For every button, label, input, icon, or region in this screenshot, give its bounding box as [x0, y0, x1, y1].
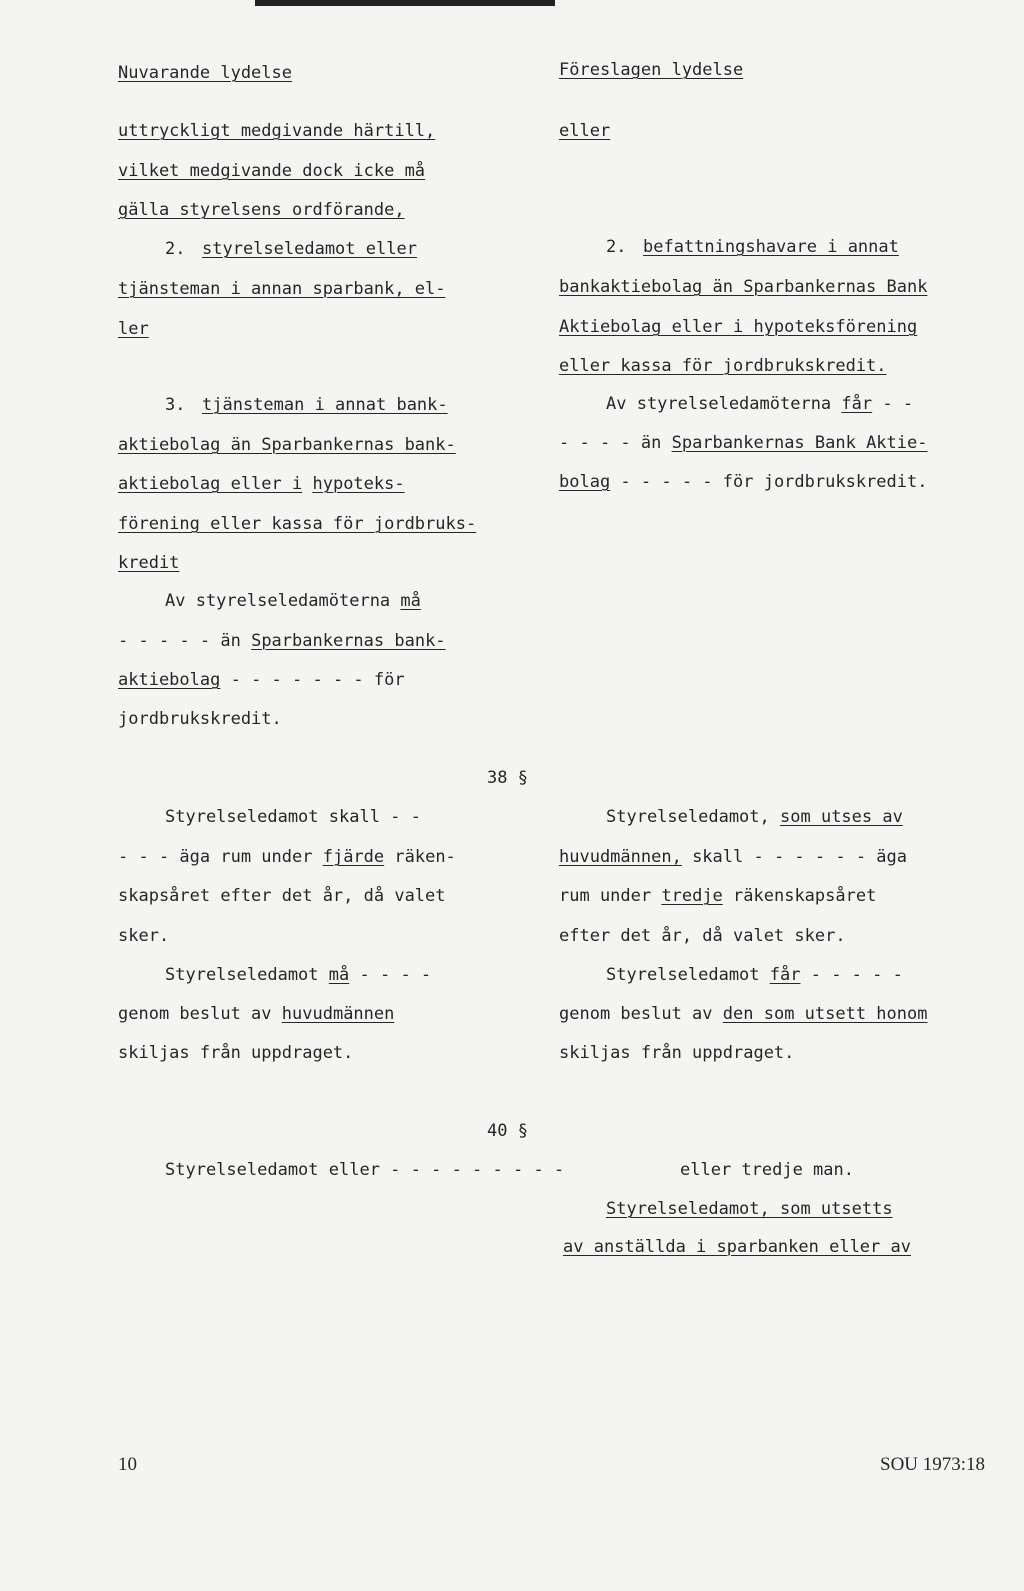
left-line-8: aktiebolag än Sparbankernas bank-	[118, 435, 456, 455]
right-line-8	[606, 393, 913, 415]
s38-right-line-3	[559, 885, 876, 907]
right-line-10-b: - - - - - för jordbrukskredit.	[610, 472, 928, 492]
right-line-7: eller kassa för jordbrukskredit.	[559, 356, 887, 376]
s38-left-line-6-b: huvudmännen	[281, 1004, 395, 1024]
s40-line-3: av anställda i sparbanken eller av	[563, 1237, 911, 1257]
right-line-10-a: bolag	[559, 472, 611, 492]
right-line-8-c: - -	[872, 394, 914, 414]
s38-right-line-1-b: som utses av	[780, 807, 903, 827]
s38-right-line-1-a: Styrelseledamot,	[606, 807, 770, 827]
left-line-13	[118, 630, 446, 652]
left-line-3: gälla styrelsens ordförande,	[118, 200, 405, 220]
left-line-2: vilket medgivande dock icke må	[118, 161, 426, 181]
left-line-14-a: aktiebolag	[118, 670, 221, 690]
left-line-14-b: - - - - - - - för	[220, 670, 405, 690]
left-line-12-b: må	[400, 591, 421, 611]
s38-right-line-6-b: den som utsett honom	[722, 1004, 928, 1024]
left-line-11: kredit	[118, 553, 180, 573]
s38-right-line-2-b: skall - - - - - - äga	[681, 847, 907, 867]
s38-right-line-5-b: får	[769, 965, 801, 985]
s38-right-line-5	[606, 964, 903, 986]
left-line-4: styrelseledamot eller	[202, 239, 417, 259]
left-line-13-b: Sparbankernas bank-	[251, 631, 446, 651]
right-line-1: eller	[559, 121, 611, 141]
s38-left-line-5-c: - - - -	[349, 965, 432, 985]
right-line-4: befattningshavare i annat	[643, 237, 899, 257]
right-line-9-a: - - - - än	[559, 433, 662, 453]
header-proposed-wording: Föreslagen lydelse	[559, 60, 744, 80]
section-number-38: 38 §	[487, 768, 528, 788]
header-current-wording: Nuvarande lydelse	[118, 63, 292, 83]
left-line-1: uttryckligt medgivande härtill,	[118, 121, 436, 141]
s38-left-line-5-a: Styrelseledamot	[165, 965, 319, 985]
s40-line-1-right: eller tredje man.	[680, 1160, 854, 1180]
section-number-40: 40 §	[487, 1121, 528, 1141]
right-line-9-b: Sparbankernas Bank Aktie-	[671, 433, 928, 453]
right-line-6: Aktiebolag eller i hypoteksförening	[559, 317, 918, 337]
s38-left-line-2-b: fjärde	[322, 847, 385, 867]
s38-left-line-6	[118, 1003, 394, 1025]
s40-line-1-left: Styrelseledamot eller - - - - - - - - -	[165, 1160, 565, 1180]
left-line-14	[118, 669, 405, 691]
s38-right-line-6-a: genom beslut av	[559, 1004, 713, 1024]
right-line-8-b: får	[841, 394, 873, 414]
s38-right-line-2-a: huvudmännen,	[559, 847, 682, 867]
page-number: 10	[118, 1454, 137, 1475]
left-item-number-2: 2.	[165, 239, 186, 259]
s38-left-line-7: skiljas från uppdraget.	[118, 1043, 354, 1063]
left-line-5: tjänsteman i annan sparbank, el-	[118, 279, 446, 299]
s38-right-line-7: skiljas från uppdraget.	[559, 1043, 795, 1063]
left-line-15: jordbrukskredit.	[118, 709, 282, 729]
s38-right-line-1	[606, 806, 903, 828]
s38-left-line-4: sker.	[118, 926, 170, 946]
s38-right-line-3-a: rum under	[559, 886, 652, 906]
s38-right-line-3-c: räkenskapsåret	[722, 886, 877, 906]
s38-left-line-2-c: räken-	[384, 847, 456, 867]
right-item-number-2: 2.	[606, 237, 627, 257]
left-line-9-b: hypoteks-	[312, 474, 405, 494]
left-line-13-a: - - - - - än	[118, 631, 241, 651]
s38-right-line-6	[559, 1003, 927, 1025]
s38-left-line-5	[165, 964, 431, 986]
s38-right-line-2	[559, 846, 907, 868]
s38-left-line-2-a: - - - äga rum under	[118, 847, 313, 867]
s38-left-line-1: Styrelseledamot skall - -	[165, 807, 421, 827]
right-line-8-a: Av styrelseledamöterna	[606, 394, 832, 414]
left-line-12-a: Av styrelseledamöterna	[165, 591, 391, 611]
s38-right-line-4: efter det år, då valet sker.	[559, 926, 846, 946]
s38-right-line-5-a: Styrelseledamot	[606, 965, 760, 985]
left-line-12	[165, 590, 421, 612]
s38-right-line-5-c: - - - - -	[800, 965, 903, 985]
s38-left-line-3: skapsåret efter det år, då valet	[118, 886, 446, 906]
left-line-9-a: aktiebolag eller i	[118, 474, 303, 494]
left-item-number-3: 3.	[165, 395, 186, 415]
left-line-9	[118, 473, 405, 495]
s38-left-line-6-a: genom beslut av	[118, 1004, 272, 1024]
right-line-10	[559, 471, 927, 493]
s38-right-line-3-b: tredje	[661, 886, 723, 906]
right-line-9	[559, 432, 927, 454]
scan-edge-mark	[255, 0, 555, 6]
left-line-6: ler	[118, 319, 149, 339]
document-reference: SOU 1973:18	[880, 1454, 986, 1475]
s38-left-line-5-b: må	[328, 965, 350, 985]
left-line-7: tjänsteman i annat bank-	[202, 395, 448, 415]
left-line-10: förening eller kassa för jordbruks-	[118, 514, 477, 534]
s38-left-line-2	[118, 846, 456, 868]
right-line-5: bankaktiebolag än Sparbankernas Bank	[559, 277, 928, 297]
s40-line-2: Styrelseledamot, som utsetts	[606, 1199, 893, 1219]
